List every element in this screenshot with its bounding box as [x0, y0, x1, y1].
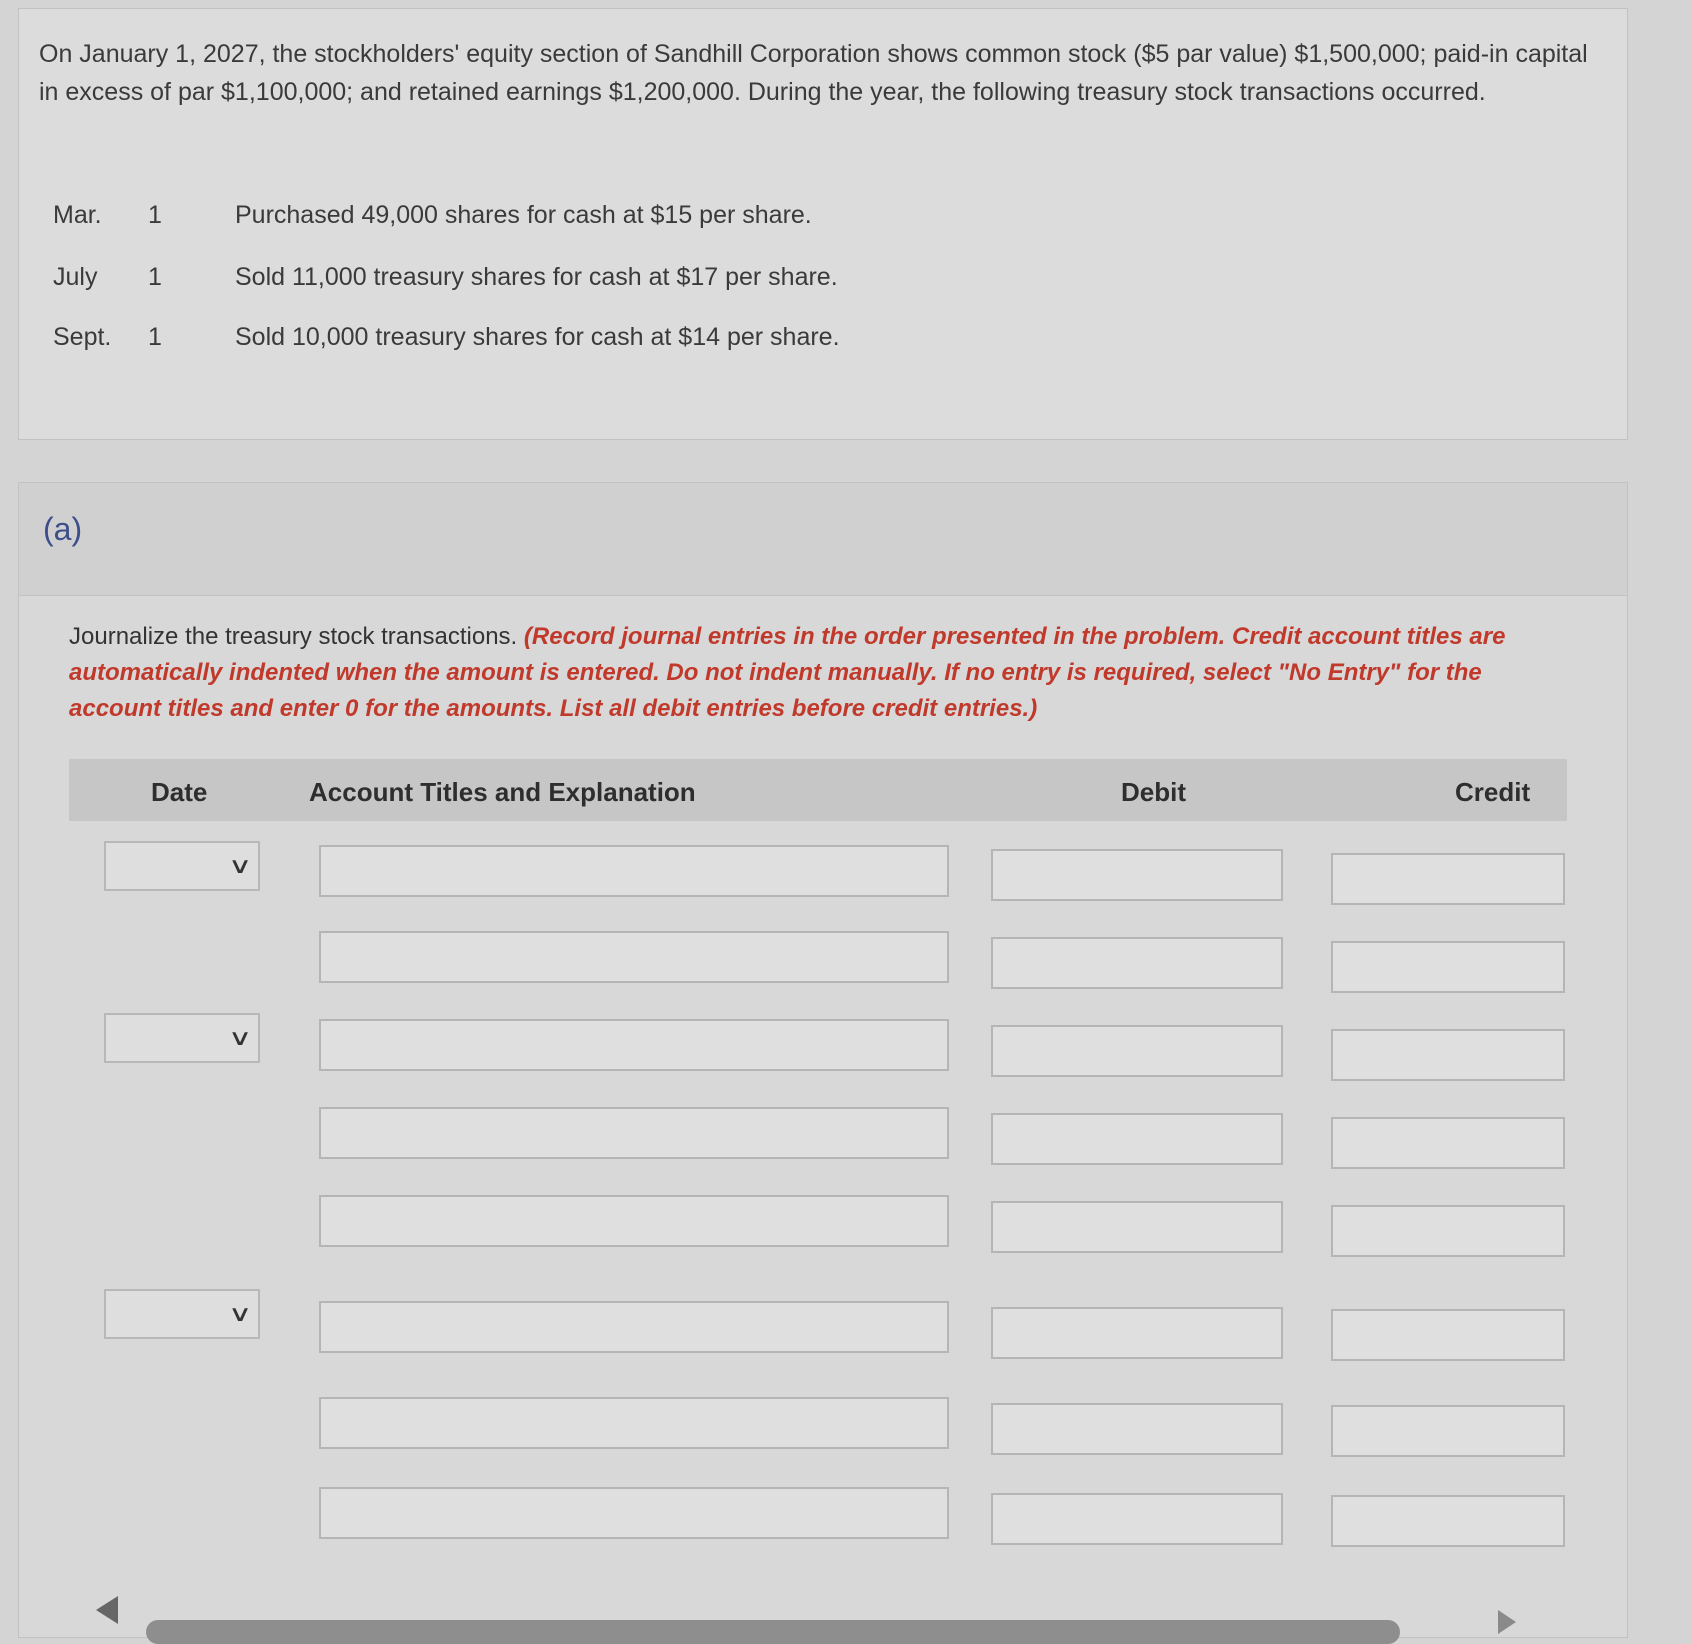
credit-input-2[interactable] — [1331, 941, 1565, 993]
account-input-1[interactable] — [319, 845, 949, 897]
account-input-3[interactable] — [319, 1019, 949, 1071]
debit-input-4[interactable] — [991, 1113, 1283, 1165]
date-select-3[interactable] — [104, 1289, 260, 1339]
part-header — [19, 483, 1627, 596]
debit-input-8[interactable] — [991, 1493, 1283, 1545]
transaction-day: 1 — [148, 263, 162, 291]
debit-input-5[interactable] — [991, 1201, 1283, 1253]
header-debit: Debit — [1121, 777, 1186, 807]
debit-input-3[interactable] — [991, 1025, 1283, 1077]
header-date: Date — [151, 777, 208, 807]
credit-input-3[interactable] — [1331, 1029, 1565, 1081]
instruction-text: Journalize the treasury stock transactions. — [69, 623, 518, 650]
date-select-1[interactable] — [104, 841, 260, 891]
horizontal-scrollbar[interactable] — [146, 1620, 1400, 1644]
date-select-2[interactable] — [104, 1013, 260, 1063]
credit-input-7[interactable] — [1331, 1405, 1565, 1457]
transaction-text: Purchased 49,000 shares for cash at $15 per share. — [235, 201, 812, 229]
header-account: Account Titles and Explanation — [309, 777, 696, 807]
account-input-5[interactable] — [319, 1195, 949, 1247]
part-label: (a) — [43, 511, 83, 547]
problem-intro: On January 1, 2027, the stockholders' equity section of Sandhill Corporation shows common stock ($5 par value) $1,500,000; paid-in capital in excess of par $1,100,000; and retained earnings $1,200,000. During the year, the following treasury stock transactions occurred. — [39, 40, 1588, 106]
instructions — [69, 619, 1579, 727]
header-credit: Credit — [1455, 777, 1531, 807]
transaction-month: July — [53, 263, 98, 291]
transaction-text: Sold 11,000 treasury shares for cash at $17 per share. — [235, 263, 838, 291]
account-input-4[interactable] — [319, 1107, 949, 1159]
credit-input-8[interactable] — [1331, 1495, 1565, 1547]
account-input-6[interactable] — [319, 1301, 949, 1353]
chevron-down-icon: ∨ — [227, 1301, 253, 1326]
transaction-day: 1 — [148, 201, 162, 229]
credit-input-1[interactable] — [1331, 853, 1565, 905]
journal-table-header — [69, 759, 1567, 821]
debit-input-1[interactable] — [991, 849, 1283, 901]
debit-input-2[interactable] — [991, 937, 1283, 989]
account-input-8[interactable] — [319, 1487, 949, 1539]
credit-input-6[interactable] — [1331, 1309, 1565, 1361]
part-a-panel — [18, 482, 1628, 1638]
chevron-down-icon: ∨ — [227, 1025, 253, 1050]
transaction-text: Sold 10,000 treasury shares for cash at $14 per share. — [235, 323, 840, 351]
transaction-month: Mar. — [53, 201, 102, 229]
account-input-7[interactable] — [319, 1397, 949, 1449]
debit-input-6[interactable] — [991, 1307, 1283, 1359]
credit-input-4[interactable] — [1331, 1117, 1565, 1169]
transaction-month: Sept. — [53, 323, 112, 351]
credit-input-5[interactable] — [1331, 1205, 1565, 1257]
problem-panel — [18, 8, 1628, 440]
chevron-down-icon: ∨ — [227, 853, 253, 878]
transaction-day: 1 — [148, 323, 162, 351]
arrow-right-icon[interactable] — [1498, 1610, 1516, 1634]
account-input-2[interactable] — [319, 931, 949, 983]
debit-input-7[interactable] — [991, 1403, 1283, 1455]
arrow-left-icon[interactable] — [96, 1596, 118, 1624]
instruction-note: (Record journal entries in the order presented in the problem. Credit account titles are automatically indented when the amount is entered. Do not indent manually. If no entry is required, select "No Entry" for the account titles and enter 0 for the amounts. List all debit entries before credit entries.) — [69, 623, 1506, 722]
